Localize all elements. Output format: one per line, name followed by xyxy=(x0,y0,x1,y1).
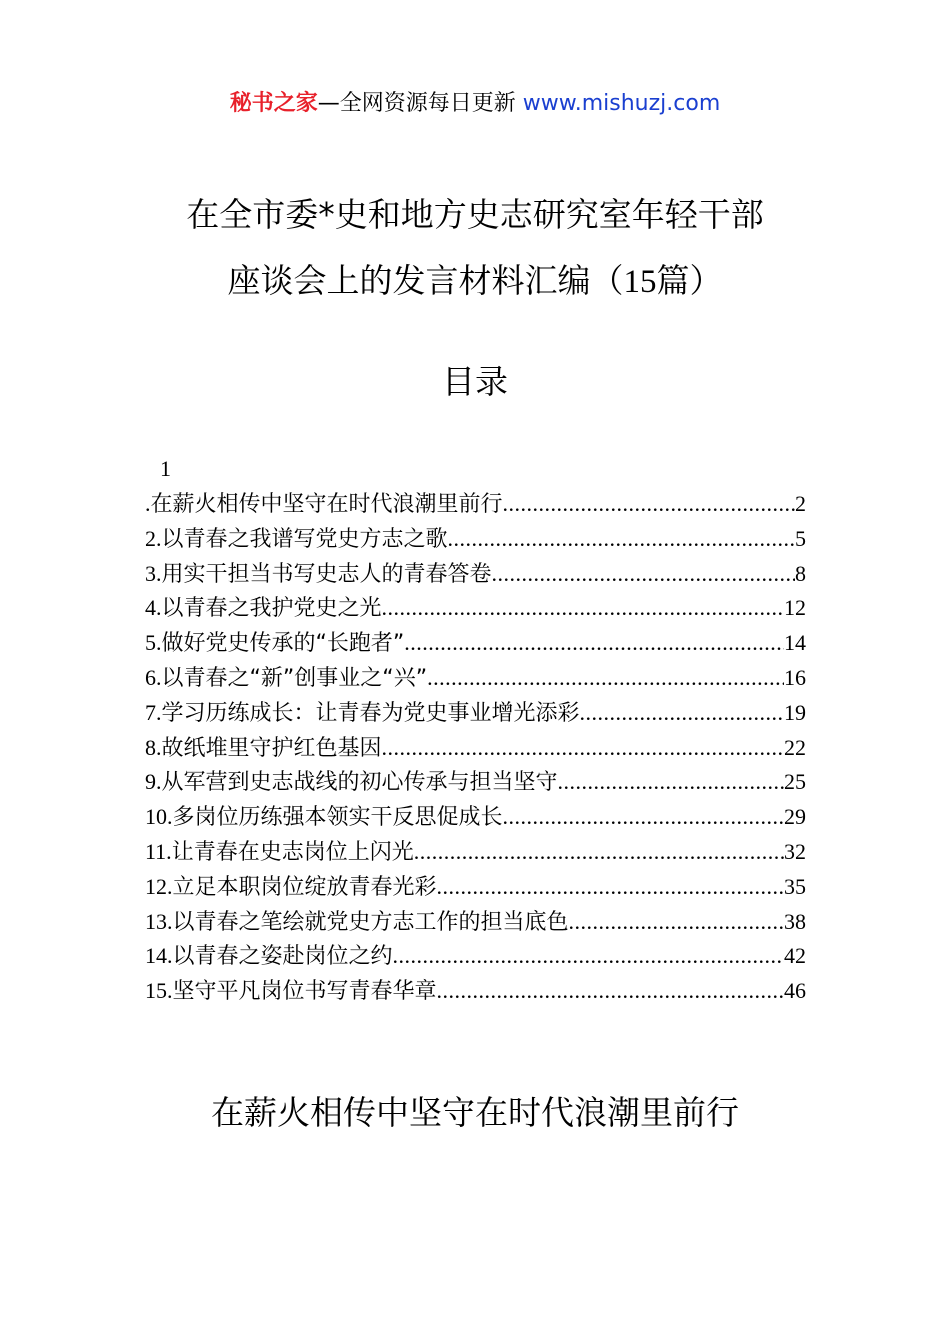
toc-entry-page-number: 38 xyxy=(784,908,806,934)
section-title: 在薪火相传中坚守在时代浪潮里前行 xyxy=(211,1093,739,1132)
toc-entry-title: 坚守平凡岗位书写青春华章 xyxy=(172,979,437,1005)
toc-entry-page-number: 8 xyxy=(795,560,806,586)
header-tagline: —全网资源每日更新 xyxy=(317,91,523,116)
toc-dot-leader xyxy=(503,800,784,835)
toc-entry-page-number: 5 xyxy=(795,525,806,551)
toc-entry-page-number: 25 xyxy=(784,769,806,795)
toc-entry-page-number: 35 xyxy=(784,873,806,899)
toc-entry-page-number: 22 xyxy=(784,734,806,760)
toc-dot-leader xyxy=(382,731,784,766)
toc-entry[interactable] xyxy=(145,557,806,592)
toc-entry-title: 以青春之我谱写党史方志之歌 xyxy=(161,526,448,552)
toc-entry[interactable] xyxy=(145,870,806,905)
toc-entry-title: 以青春之笔绘就党史方志工作的担当底色 xyxy=(172,909,569,935)
toc-entry[interactable] xyxy=(145,800,806,835)
site-url[interactable]: www.mishuzj.com xyxy=(522,91,721,116)
toc-dot-leader xyxy=(437,870,784,905)
toc-entry-page-number: 19 xyxy=(784,699,806,725)
toc-dot-leader xyxy=(427,661,784,696)
toc-dot-leader xyxy=(558,765,784,800)
toc-entry-title: 学习历练成长：让青春为党史事业增光添彩 xyxy=(161,700,580,726)
toc-entry-number: 9. xyxy=(145,769,162,795)
toc-entry-number: 10. xyxy=(145,804,173,830)
toc-entry[interactable] xyxy=(145,487,806,522)
toc-dot-leader xyxy=(580,696,784,731)
toc-entry-number: 4. xyxy=(145,595,162,621)
title-line-2-prefix: 座谈会上的发言材料汇编（ xyxy=(227,261,624,300)
toc-entry-title: 在薪火相传中坚守在时代浪潮里前行 xyxy=(150,492,503,517)
toc-dot-leader xyxy=(448,522,795,557)
toc-entry-number: 12. xyxy=(145,873,173,899)
toc-entry-number: 3. xyxy=(145,560,162,586)
toc-entry[interactable] xyxy=(145,835,806,870)
toc-entry-page-number: 2 xyxy=(795,491,806,516)
toc-entry-title: 以青春之“新”创事业之“兴” xyxy=(161,665,428,691)
toc-entry-number: 11. xyxy=(145,838,172,864)
toc-entry-title: 故纸堆里守护红色基因 xyxy=(161,735,382,761)
toc-entry[interactable] xyxy=(145,765,806,800)
title-line-2-suffix: 篇） xyxy=(656,261,723,300)
toc-entry[interactable] xyxy=(145,974,806,1009)
toc-entry-number: 2. xyxy=(145,525,162,551)
toc-entry[interactable] xyxy=(145,905,806,940)
toc-entry-number: 7. xyxy=(145,699,162,725)
toc-entry-number: 6. xyxy=(145,664,162,690)
toc-dot-leader xyxy=(437,974,784,1009)
title-article-count: 15 xyxy=(623,264,657,300)
table-of-contents xyxy=(145,487,806,1009)
toc-entry-number: 14. xyxy=(145,943,173,969)
toc-entry-title: 以青春之姿赴岗位之约 xyxy=(172,944,393,970)
toc-entry-page-number: 16 xyxy=(784,664,806,690)
toc-entry[interactable] xyxy=(145,731,806,766)
toc-entry-page-number: 42 xyxy=(784,943,806,969)
toc-entry-number: 8. xyxy=(145,734,162,760)
toc-entry[interactable] xyxy=(145,626,806,661)
toc-entry-title: 做好党史传承的“长跑者” xyxy=(161,631,405,657)
toc-entry[interactable] xyxy=(145,939,806,974)
toc-dot-leader xyxy=(393,939,784,974)
toc-entry[interactable] xyxy=(145,591,806,626)
toc-entry-title: 立足本职岗位绽放青春光彩 xyxy=(172,874,437,900)
toc-entry-number: . xyxy=(145,491,151,516)
toc-entry-number: 5. xyxy=(145,630,162,656)
toc-dot-leader xyxy=(569,905,784,940)
toc-dot-leader xyxy=(414,835,784,870)
toc-heading: 目录 xyxy=(442,362,508,401)
toc-dot-leader xyxy=(503,487,795,522)
toc-dot-leader xyxy=(492,557,795,592)
document-title-line-2 xyxy=(100,248,850,315)
toc-entry-page-number: 14 xyxy=(784,630,806,656)
toc-entry-title: 让青春在史志岗位上闪光 xyxy=(171,839,414,865)
document-title-line-1: 在全市委*史和地方史志研究室年轻干部 xyxy=(186,195,764,234)
toc-entry-number: 13. xyxy=(145,908,173,934)
toc-dot-leader xyxy=(404,626,784,661)
brand-name: 秘书之家 xyxy=(229,91,318,116)
site-header xyxy=(0,88,950,120)
toc-entry-page-number: 46 xyxy=(784,978,806,1004)
toc-entry-page-number: 12 xyxy=(784,595,806,621)
toc-entry-title: 从军营到史志战线的初心传承与担当坚守 xyxy=(161,770,558,796)
toc-entry[interactable] xyxy=(145,696,806,731)
toc-dot-leader xyxy=(382,591,784,626)
toc-entry-page-number: 29 xyxy=(784,804,806,830)
toc-entry-number: 15. xyxy=(145,978,173,1004)
toc-entry-title: 以青春之我护党史之光 xyxy=(161,596,382,622)
toc-entry[interactable] xyxy=(145,661,806,696)
document-title xyxy=(100,182,850,315)
toc-entry[interactable] xyxy=(145,522,806,557)
toc-entry-title: 多岗位历练强本领实干反思促成长 xyxy=(172,805,503,831)
toc-entry-page-number: 32 xyxy=(784,838,806,864)
toc-first-item-number: 1 xyxy=(160,456,171,481)
toc-entry-title: 用实干担当书写史志人的青春答卷 xyxy=(161,561,492,587)
